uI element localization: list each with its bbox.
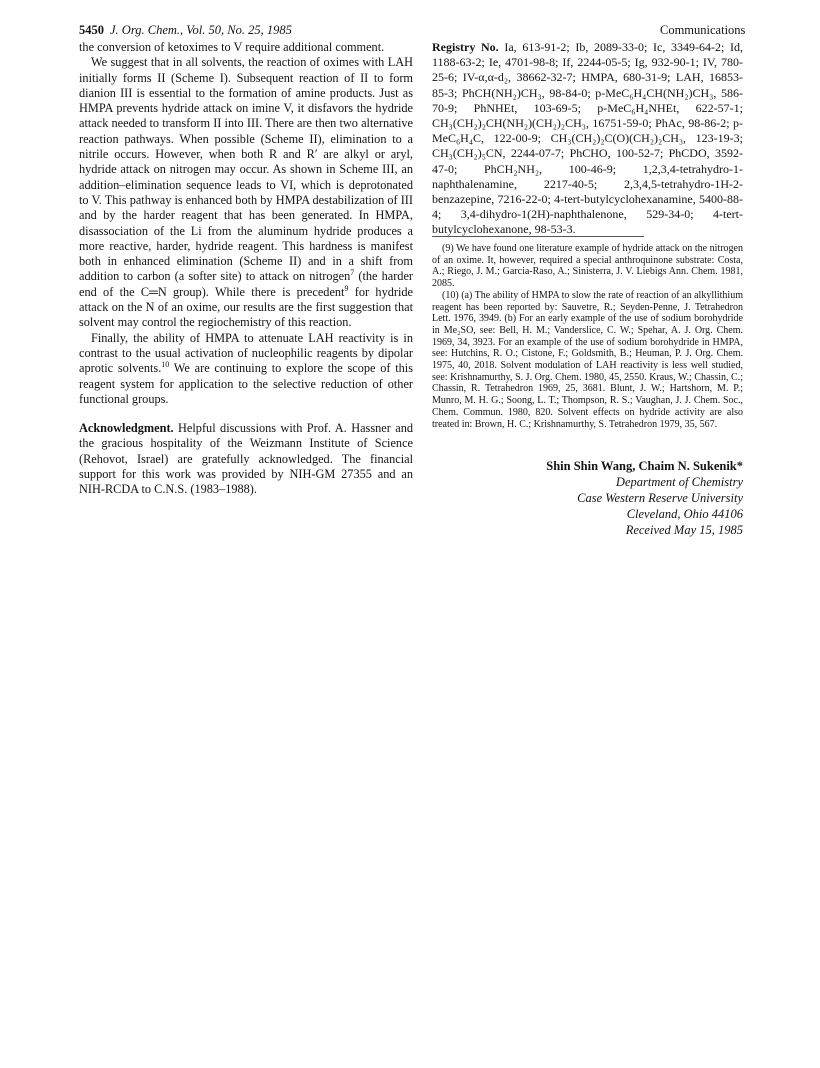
paragraph-mechanism: We suggest that in all solvents, the reaction of oximes with LAH initially forms II (Scheme I). Subsequent reaction of II to form dianion III is essential to the formation of amine products. Just as HMPA prevents hydride attack on imine V, it disfavors the hydride attack needed to transform II into III. There are then two alternative reaction pathways. When possible (Scheme II), elimination to a nitrile occurs. However, when both R and R′ are alkyl or aryl, hydride attack on nitrogen may occur. As shown in Scheme III, an addition–elimination sequence leads to VI, which is deprotonated to V. This pathway is enhanced both by HMPA destabilization of III and by the harder reagent that has been generated. In HMPA, disassociation of the Li from the aluminum hydride produces a more reactive, harder, hydride reagent. This hardness is manifest both in enhanced elimination (Scheme II) and in a shift from addition to carbon (a softer site) to attack on nitrogen$^7$ (the harder end of the C═N group). While there is precedent$^9$ for hydride attack on the N of an oxime, our results are the first suggestion that solvent may control the regiochemistry of this reaction. <box>79 55 413 330</box>
author-block <box>432 458 743 538</box>
left-column <box>79 40 413 498</box>
footnote-10: (10) (a) The ability of HMPA to slow the rate of reaction of an alkyllithium reagent has been reported by: Sauvetre, R.; Seyden-Penne, J. Tetrahedron Lett. 1976, 3949. (b) For an early example of the use of sodium borohydride in Me₂SO, see: Bell, H. M.; Vanderslice, C. W.; Spehar, A. J. Org. Chem. 1969, 34, 3923. For an example of the use of sodium borohydride in HMPA, see: Hutchins, R. O.; Cistone, F.; Goldsmith, B.; Heuman, P. J. Org. Chem. 1975, 40, 2018. Solvent modulation of LAH reactivity is less well studied, see: Krishnamurthy, S. J. Org. Chem. 1980, 45, 2550. Kraus, W.; Chassin, C.; Chassin, R. Tetrahedron 1969, 25, 3681. Blunt, J. W.; Hartshorn, M. P.; Munro, M. H. G.; Soong, L. T.; Thompson, R. S.; Vaughan, J. J. Chem. Soc., Chem. Commun. 1980, 820. Solvent effects on hydride activity are also treated in: Brown, H. C.; Krishnamurthy, S. Tetrahedron 1979, 35, 567. <box>432 289 743 430</box>
journal-citation: J. Org. Chem., Vol. 50, No. 25, 1985 <box>110 23 292 37</box>
running-header-left <box>79 23 292 38</box>
received-date: Received May 15, 1985 <box>625 523 743 537</box>
footnotes <box>432 243 743 430</box>
registry-numbers: Registry No. Ia, 613-91-2; Ib, 2089-33-0; Ic, 3349-64-2; Id, 1188-63-2; Ie, 4701-98-8; If, 2244-05-5; Ig, 932-90-1; IV, 780-25-6; IV-α,α-d₂, 38662-32-7; HMPA, 680-31-9; LAH, 16853-85-3; PhCH(NH₂)CH₃, 98-84-0; p-MeC₆H₄CH(NH₂)CH₃, 586-70-9; PhNHEt, 103-69-5; p-MeC₆H₄NHEt, 622-57-1; CH₃(CH₂)₂CH(NH₂)(CH₂)₂CH₃, 16751-59-0; PhAc, 98-86-2; p-MeC₆H₄C, 122-00-9; CH₃(CH₂)₂C(O)(CH₂)₂CH₃, 123-19-3; CH₃(CH₂)₅CN, 2244-07-7; PhCHO, 100-52-7; PhCDO, 3592-47-0; PhCH₂NH₂, 100-46-9; 1,2,3,4-tetrahydro-1-naphthalenamine, 2217-40-5; 2,3,4,5-tetrahydro-1H-2-benzazepine, 7216-22-0; 4-tert-butylcyclohexanamine, 5400-88-4; 3,4-dihydro-1(2H)-naphthalenone, 529-34-0; 4-tert-butylcyclohexanone, 98-53-3. <box>432 40 744 237</box>
footnote-9: (9) We have found one literature example of hydride attack on the nitrogen of an oxime. It, however, required a special anthroquinone substrate: Costa, A.; Riego, J. M.; Garcia-Raso, A.; Sinisterra, J. V. Liebigs Ann. Chem. 1981, 2085. <box>432 243 743 290</box>
footnote-ref-10[interactable]: 10 <box>161 360 170 370</box>
department: Department of Chemistry <box>615 475 743 489</box>
paragraph-conclusion: Finally, the ability of HMPA to attenuate LAH reactivity is in contrast to the usual activation of nucleophilic reagents by dipolar aprotic solvents.$^{10}$ We are continuing to explore the scope of this reagent system for application to the selective reduction of other functional groups. <box>79 330 413 406</box>
right-column <box>432 40 743 238</box>
university: Case Western Reserve University <box>577 491 743 505</box>
paragraph-continuation: the conversion of ketoximes to V require additional comment. <box>79 40 385 54</box>
page-number: 5450 <box>79 23 104 37</box>
city: Cleveland, Ohio 44106 <box>626 507 743 521</box>
registry-label: Registry No. <box>432 40 499 54</box>
footnote-ref-7[interactable]: 7 <box>350 268 355 278</box>
footnote-ref-9[interactable]: 9 <box>344 283 349 293</box>
acknowledgment-label: Acknowledgment. <box>79 421 174 436</box>
section-label: Communications <box>660 23 746 37</box>
author-names: Shin Shin Wang, Chaim N. Sukenik* <box>546 459 743 473</box>
acknowledgment: Acknowledgment. Helpful discussions with Prof. A. Hassner and the gracious hospitality of the Weizmann Institute of Science (Rehovot, Israel) are gratefully acknowledged. The financial support for this work was provided by NIH-GM 27355 and an NIH-RCDA to C.N.S. (1983–1988). <box>79 421 413 497</box>
footnote-divider <box>432 236 644 237</box>
